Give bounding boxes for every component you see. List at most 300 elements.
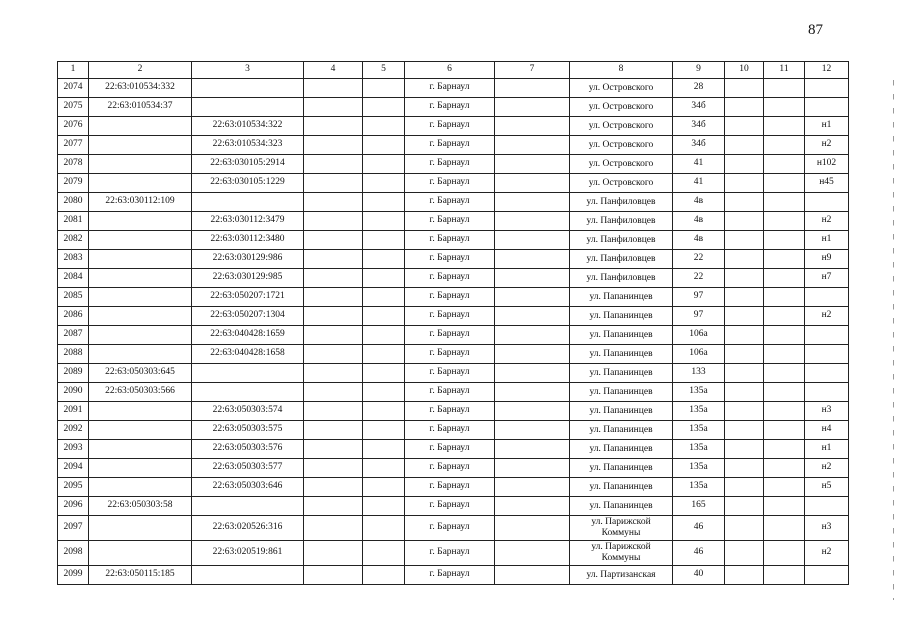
empty-cell	[764, 98, 805, 117]
empty-cell	[363, 402, 405, 421]
empty-cell	[764, 497, 805, 516]
premises-number-cell: н7	[805, 269, 849, 288]
empty-cell	[764, 345, 805, 364]
city-cell: г. Барнаул	[405, 459, 495, 478]
empty-cell	[495, 155, 570, 174]
house-number-cell: 106а	[673, 326, 725, 345]
premises-number-cell: н2	[805, 541, 849, 566]
row-number-cell: 2091	[58, 402, 89, 421]
empty-cell	[363, 566, 405, 585]
row-number-cell: 2090	[58, 383, 89, 402]
street-cell: ул. Островского	[570, 174, 673, 193]
house-number-cell: 28	[673, 79, 725, 98]
empty-cell	[363, 288, 405, 307]
empty-cell	[304, 383, 363, 402]
empty-cell	[495, 326, 570, 345]
table-row	[58, 402, 849, 421]
street-cell: ул. Партизанская	[570, 566, 673, 585]
empty-cell	[764, 117, 805, 136]
premises-number-cell: н2	[805, 459, 849, 478]
empty-cell	[495, 478, 570, 497]
column-header: 9	[673, 62, 725, 79]
house-number-cell: 135а	[673, 383, 725, 402]
empty-cell	[495, 117, 570, 136]
house-number-cell: 97	[673, 288, 725, 307]
empty-cell	[304, 231, 363, 250]
city-cell: г. Барнаул	[405, 345, 495, 364]
premises-number-cell	[805, 497, 849, 516]
empty-cell	[725, 193, 764, 212]
cadastral-number-cell	[89, 345, 192, 364]
empty-cell	[764, 478, 805, 497]
city-cell: г. Барнаул	[405, 516, 495, 541]
premises-cadastral-cell	[192, 193, 304, 212]
premises-number-cell	[805, 98, 849, 117]
empty-cell	[725, 174, 764, 193]
header-row	[58, 62, 849, 79]
city-cell: г. Барнаул	[405, 383, 495, 402]
empty-cell	[363, 345, 405, 364]
cadastral-number-cell: 22:63:050303:645	[89, 364, 192, 383]
street-cell: ул. Папанинцев	[570, 478, 673, 497]
premises-cadastral-cell	[192, 79, 304, 98]
empty-cell	[764, 541, 805, 566]
street-cell: ул. Папанинцев	[570, 288, 673, 307]
row-number-cell: 2092	[58, 421, 89, 440]
row-number-cell: 2082	[58, 231, 89, 250]
table-row	[58, 288, 849, 307]
city-cell: г. Барнаул	[405, 250, 495, 269]
street-cell: ул. Островского	[570, 136, 673, 155]
city-cell: г. Барнаул	[405, 566, 495, 585]
empty-cell	[495, 345, 570, 364]
cadastral-number-cell	[89, 269, 192, 288]
premises-number-cell: н4	[805, 421, 849, 440]
row-number-cell: 2081	[58, 212, 89, 231]
house-number-cell: 34б	[673, 98, 725, 117]
empty-cell	[725, 402, 764, 421]
empty-cell	[495, 174, 570, 193]
house-number-cell: 135а	[673, 459, 725, 478]
table-row	[58, 440, 849, 459]
row-number-cell: 2075	[58, 98, 89, 117]
city-cell: г. Барнаул	[405, 269, 495, 288]
empty-cell	[304, 516, 363, 541]
empty-cell	[764, 326, 805, 345]
street-cell: ул. Папанинцев	[570, 383, 673, 402]
city-cell: г. Барнаул	[405, 402, 495, 421]
empty-cell	[495, 250, 570, 269]
empty-cell	[363, 174, 405, 193]
empty-cell	[363, 231, 405, 250]
empty-cell	[304, 345, 363, 364]
premises-number-cell: н45	[805, 174, 849, 193]
table-row	[58, 345, 849, 364]
empty-cell	[495, 566, 570, 585]
house-number-cell: 46	[673, 541, 725, 566]
empty-cell	[764, 79, 805, 98]
table-row	[58, 459, 849, 478]
premises-cadastral-cell: 22:63:050207:1304	[192, 307, 304, 326]
row-number-cell: 2077	[58, 136, 89, 155]
premises-number-cell	[805, 79, 849, 98]
city-cell: г. Барнаул	[405, 307, 495, 326]
premises-cadastral-cell	[192, 98, 304, 117]
house-number-cell: 40	[673, 566, 725, 585]
table-row	[58, 516, 849, 541]
street-cell: ул. Папанинцев	[570, 459, 673, 478]
empty-cell	[495, 307, 570, 326]
city-cell: г. Барнаул	[405, 326, 495, 345]
table-row	[58, 326, 849, 345]
table-row	[58, 478, 849, 497]
empty-cell	[495, 421, 570, 440]
empty-cell	[764, 174, 805, 193]
table-row	[58, 136, 849, 155]
street-cell: ул. Папанинцев	[570, 364, 673, 383]
empty-cell	[304, 155, 363, 174]
premises-number-cell	[805, 383, 849, 402]
table-row	[58, 174, 849, 193]
empty-cell	[304, 79, 363, 98]
city-cell: г. Барнаул	[405, 497, 495, 516]
empty-cell	[304, 288, 363, 307]
row-number-cell: 2087	[58, 326, 89, 345]
premises-number-cell	[805, 566, 849, 585]
empty-cell	[495, 383, 570, 402]
premises-cadastral-cell: 22:63:030129:985	[192, 269, 304, 288]
empty-cell	[363, 478, 405, 497]
row-number-cell: 2084	[58, 269, 89, 288]
column-header: 1	[58, 62, 89, 79]
city-cell: г. Барнаул	[405, 155, 495, 174]
empty-cell	[725, 478, 764, 497]
premises-cadastral-cell: 22:63:020526:316	[192, 516, 304, 541]
table-row	[58, 269, 849, 288]
row-number-cell: 2095	[58, 478, 89, 497]
premises-cadastral-cell: 22:63:030129:986	[192, 250, 304, 269]
premises-number-cell: н9	[805, 250, 849, 269]
empty-cell	[764, 269, 805, 288]
city-cell: г. Барнаул	[405, 288, 495, 307]
city-cell: г. Барнаул	[405, 231, 495, 250]
cadastral-number-cell	[89, 440, 192, 459]
house-number-cell: 46	[673, 516, 725, 541]
city-cell: г. Барнаул	[405, 174, 495, 193]
row-number-cell: 2098	[58, 541, 89, 566]
cadastral-number-cell	[89, 459, 192, 478]
empty-cell	[495, 269, 570, 288]
empty-cell	[495, 459, 570, 478]
cadastral-number-cell: 22:63:050303:566	[89, 383, 192, 402]
column-header: 12	[805, 62, 849, 79]
empty-cell	[764, 459, 805, 478]
premises-cadastral-cell: 22:63:040428:1658	[192, 345, 304, 364]
city-cell: г. Барнаул	[405, 440, 495, 459]
cadastral-number-cell	[89, 117, 192, 136]
empty-cell	[495, 497, 570, 516]
house-number-cell: 34б	[673, 136, 725, 155]
table-body	[58, 62, 849, 585]
row-number-cell: 2078	[58, 155, 89, 174]
row-number-cell: 2094	[58, 459, 89, 478]
empty-cell	[304, 117, 363, 136]
empty-cell	[725, 459, 764, 478]
empty-cell	[725, 566, 764, 585]
column-header: 11	[764, 62, 805, 79]
cadastral-number-cell	[89, 136, 192, 155]
house-number-cell: 4в	[673, 231, 725, 250]
street-cell: ул. Панфиловцев	[570, 231, 673, 250]
empty-cell	[725, 326, 764, 345]
empty-cell	[725, 250, 764, 269]
empty-cell	[363, 250, 405, 269]
premises-cadastral-cell	[192, 566, 304, 585]
empty-cell	[495, 402, 570, 421]
empty-cell	[304, 212, 363, 231]
column-header: 6	[405, 62, 495, 79]
empty-cell	[725, 136, 764, 155]
row-number-cell: 2074	[58, 79, 89, 98]
cadastral-number-cell: 22:63:010534:332	[89, 79, 192, 98]
city-cell: г. Барнаул	[405, 541, 495, 566]
column-header: 5	[363, 62, 405, 79]
table-row	[58, 117, 849, 136]
city-cell: г. Барнаул	[405, 421, 495, 440]
empty-cell	[304, 326, 363, 345]
city-cell: г. Барнаул	[405, 212, 495, 231]
cadastral-number-cell: 22:63:050303:58	[89, 497, 192, 516]
column-header: 10	[725, 62, 764, 79]
premises-number-cell: н3	[805, 516, 849, 541]
premises-number-cell: н1	[805, 440, 849, 459]
empty-cell	[764, 516, 805, 541]
empty-cell	[304, 174, 363, 193]
empty-cell	[363, 193, 405, 212]
premises-number-cell: н1	[805, 231, 849, 250]
cadastral-number-cell	[89, 231, 192, 250]
premises-cadastral-cell: 22:63:030112:3480	[192, 231, 304, 250]
premises-number-cell: н1	[805, 117, 849, 136]
empty-cell	[304, 566, 363, 585]
street-cell: ул. Островского	[570, 79, 673, 98]
cadastral-number-cell: 22:63:030112:109	[89, 193, 192, 212]
empty-cell	[725, 231, 764, 250]
street-cell: ул. Островского	[570, 155, 673, 174]
empty-cell	[725, 98, 764, 117]
empty-cell	[495, 98, 570, 117]
cadastral-number-cell: 22:63:010534:37	[89, 98, 192, 117]
premises-cadastral-cell: 22:63:050207:1721	[192, 288, 304, 307]
premises-number-cell	[805, 345, 849, 364]
empty-cell	[304, 269, 363, 288]
empty-cell	[304, 440, 363, 459]
empty-cell	[495, 212, 570, 231]
house-number-cell: 22	[673, 269, 725, 288]
page-edge-marks	[893, 80, 894, 600]
premises-cadastral-cell: 22:63:050303:574	[192, 402, 304, 421]
premises-cadastral-cell: 22:63:050303:576	[192, 440, 304, 459]
premises-number-cell: н3	[805, 402, 849, 421]
house-number-cell: 97	[673, 307, 725, 326]
city-cell: г. Барнаул	[405, 136, 495, 155]
table-row	[58, 79, 849, 98]
empty-cell	[764, 155, 805, 174]
empty-cell	[363, 269, 405, 288]
empty-cell	[764, 250, 805, 269]
house-number-cell: 22	[673, 250, 725, 269]
row-number-cell: 2079	[58, 174, 89, 193]
table-row	[58, 250, 849, 269]
empty-cell	[495, 288, 570, 307]
empty-cell	[725, 79, 764, 98]
empty-cell	[363, 541, 405, 566]
empty-cell	[363, 136, 405, 155]
premises-cadastral-cell: 22:63:010534:323	[192, 136, 304, 155]
table-row	[58, 566, 849, 585]
empty-cell	[495, 541, 570, 566]
empty-cell	[363, 440, 405, 459]
column-header: 8	[570, 62, 673, 79]
table-row	[58, 421, 849, 440]
house-number-cell: 41	[673, 155, 725, 174]
empty-cell	[304, 307, 363, 326]
street-cell: ул. Папанинцев	[570, 307, 673, 326]
row-number-cell: 2097	[58, 516, 89, 541]
page-number: 87	[808, 22, 823, 38]
house-number-cell: 165	[673, 497, 725, 516]
empty-cell	[725, 288, 764, 307]
empty-cell	[495, 440, 570, 459]
cadastral-number-cell	[89, 516, 192, 541]
column-header: 4	[304, 62, 363, 79]
empty-cell	[363, 516, 405, 541]
table-row	[58, 383, 849, 402]
premises-number-cell: н2	[805, 307, 849, 326]
row-number-cell: 2089	[58, 364, 89, 383]
empty-cell	[725, 440, 764, 459]
empty-cell	[304, 402, 363, 421]
cadastral-number-cell	[89, 212, 192, 231]
empty-cell	[764, 364, 805, 383]
premises-cadastral-cell	[192, 383, 304, 402]
house-number-cell: 34б	[673, 117, 725, 136]
empty-cell	[363, 117, 405, 136]
premises-number-cell	[805, 326, 849, 345]
empty-cell	[725, 364, 764, 383]
empty-cell	[725, 155, 764, 174]
house-number-cell: 133	[673, 364, 725, 383]
empty-cell	[304, 421, 363, 440]
empty-cell	[304, 136, 363, 155]
empty-cell	[495, 79, 570, 98]
premises-cadastral-cell	[192, 364, 304, 383]
empty-cell	[764, 440, 805, 459]
empty-cell	[304, 193, 363, 212]
empty-cell	[304, 497, 363, 516]
empty-cell	[495, 193, 570, 212]
empty-cell	[725, 516, 764, 541]
premises-cadastral-cell: 22:63:050303:575	[192, 421, 304, 440]
row-number-cell: 2099	[58, 566, 89, 585]
empty-cell	[495, 364, 570, 383]
table-row	[58, 307, 849, 326]
house-number-cell: 135а	[673, 478, 725, 497]
empty-cell	[725, 421, 764, 440]
empty-cell	[725, 497, 764, 516]
premises-cadastral-cell	[192, 497, 304, 516]
empty-cell	[725, 541, 764, 566]
table-row	[58, 364, 849, 383]
city-cell: г. Барнаул	[405, 117, 495, 136]
city-cell: г. Барнаул	[405, 98, 495, 117]
premises-number-cell: н5	[805, 478, 849, 497]
house-number-cell: 106а	[673, 345, 725, 364]
street-cell: ул. Папанинцев	[570, 326, 673, 345]
column-header: 3	[192, 62, 304, 79]
row-number-cell: 2088	[58, 345, 89, 364]
empty-cell	[363, 364, 405, 383]
premises-number-cell	[805, 193, 849, 212]
empty-cell	[764, 231, 805, 250]
street-cell: ул. Папанинцев	[570, 421, 673, 440]
premises-number-cell: н2	[805, 212, 849, 231]
empty-cell	[764, 193, 805, 212]
empty-cell	[304, 250, 363, 269]
empty-cell	[495, 231, 570, 250]
table-row	[58, 98, 849, 117]
empty-cell	[764, 383, 805, 402]
column-header: 2	[89, 62, 192, 79]
empty-cell	[363, 326, 405, 345]
house-number-cell: 41	[673, 174, 725, 193]
premises-cadastral-cell: 22:63:010534:322	[192, 117, 304, 136]
street-cell: ул. Папанинцев	[570, 440, 673, 459]
column-header: 7	[495, 62, 570, 79]
empty-cell	[764, 288, 805, 307]
cadastral-number-cell	[89, 421, 192, 440]
table-row	[58, 212, 849, 231]
empty-cell	[725, 307, 764, 326]
premises-number-cell	[805, 364, 849, 383]
city-cell: г. Барнаул	[405, 193, 495, 212]
premises-cadastral-cell: 22:63:020519:861	[192, 541, 304, 566]
empty-cell	[304, 364, 363, 383]
row-number-cell: 2083	[58, 250, 89, 269]
empty-cell	[363, 459, 405, 478]
premises-number-cell: н2	[805, 136, 849, 155]
row-number-cell: 2093	[58, 440, 89, 459]
city-cell: г. Барнаул	[405, 79, 495, 98]
cadastral-number-cell: 22:63:050115:185	[89, 566, 192, 585]
empty-cell	[764, 307, 805, 326]
empty-cell	[363, 383, 405, 402]
table-row	[58, 231, 849, 250]
house-number-cell: 4в	[673, 212, 725, 231]
row-number-cell: 2096	[58, 497, 89, 516]
street-cell: ул. Панфиловцев	[570, 193, 673, 212]
street-cell: ул. Папанинцев	[570, 497, 673, 516]
table-row	[58, 193, 849, 212]
premises-cadastral-cell: 22:63:050303:577	[192, 459, 304, 478]
registry-table	[57, 61, 849, 585]
empty-cell	[363, 307, 405, 326]
cadastral-number-cell	[89, 326, 192, 345]
empty-cell	[725, 383, 764, 402]
street-cell: ул. Папанинцев	[570, 345, 673, 364]
empty-cell	[363, 497, 405, 516]
premises-cadastral-cell: 22:63:030105:2914	[192, 155, 304, 174]
